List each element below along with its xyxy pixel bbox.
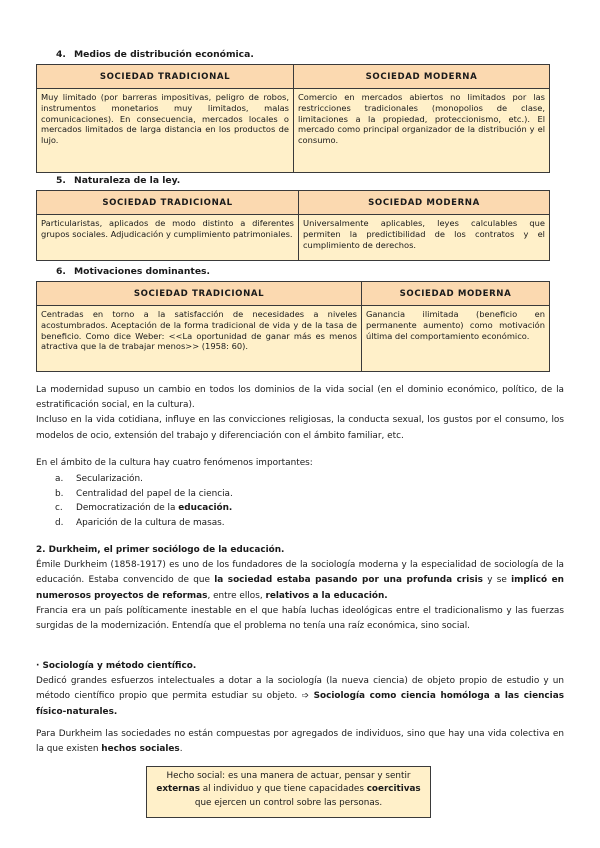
durkheim-paragraph-2: Francia era un país políticamente inestable en el que había luchas ideológicas entre el tradicionalismo y las fuerzas surgidas de la modernización. Entendía que el problema no tenía una raíz económica, sino social. bbox=[36, 605, 564, 632]
durkheim-heading: 2. Durkheim, el primer sociólogo de la educación. bbox=[36, 545, 285, 555]
list-item: d. Aparición de la cultura de masas. bbox=[55, 517, 225, 528]
paragraph-cultura-intro: En el ámbito de la cultura hay cuatro fenómenos importantes: bbox=[36, 458, 313, 468]
cultura-list bbox=[36, 472, 564, 530]
list-item: c. Democratización de la educación. bbox=[55, 503, 233, 513]
col-header-moderna: SOCIEDAD MODERNA bbox=[294, 65, 550, 89]
cell-tradicional: Muy limitado (por barreras impositivas, peligro de robos, instrumentos monetarios muy limitados, malas comunicaciones). En consecuencia, mercados locales o mercados limitados de larga distancia en los productos de lujo. bbox=[37, 89, 294, 173]
cell-tradicional: Particularistas, aplicados de modo distinto a diferentes grupos sociales. Adjudicación y cumplimiento patrimoniales. bbox=[37, 215, 299, 261]
metodo-heading: · Sociología y método científico. bbox=[36, 661, 197, 671]
section-durkheim bbox=[36, 543, 564, 634]
col-header-moderna: SOCIEDAD MODERNA bbox=[299, 191, 550, 215]
table-ley bbox=[36, 190, 550, 261]
durkheim-paragraph-1: Émile Durkheim (1858-1917) es uno de los fundadores de la sociología moderna y la especialidad de sociología de la educación. Estaba convencido de que la sociedad estaba pasando por una profunda crisis y se implicó en numerosos proyectos de reformas, entre ellos, relativos a la educación. bbox=[36, 560, 565, 601]
table-distribucion bbox=[36, 64, 550, 173]
col-header-tradicional: SOCIEDAD TRADICIONAL bbox=[37, 282, 362, 306]
metodo-paragraph-1: Dedicó grandes esfuerzos intelectuales a dotar a la sociología (la nueva ciencia) de objeto propio de estudio y un método científico propio que permita estudiar su objeto. ➩ Sociología como ciencia homóloga a las ciencias físico-naturales. bbox=[36, 676, 564, 717]
col-header-tradicional: SOCIEDAD TRADICIONAL bbox=[37, 191, 299, 215]
cell-moderna: Comercio en mercados abiertos no limitados por las restricciones tradicionales (monopolios de clase, limitaciones a la propiedad, proteccionismo, etc.). El mercado como principal organizador de la distribución y el consumo. bbox=[294, 89, 550, 173]
table-motivaciones bbox=[36, 281, 550, 372]
section-5-heading: 5. Naturaleza de la ley. bbox=[56, 175, 181, 186]
section-4-heading: 4. Medios de distribución económica. bbox=[56, 49, 254, 60]
col-header-moderna: SOCIEDAD MODERNA bbox=[362, 282, 550, 306]
arrow-right-icon: ➩ bbox=[301, 691, 309, 702]
section-6-heading: 6. Motivaciones dominantes. bbox=[56, 266, 211, 277]
list-item: a. Secularización. bbox=[55, 474, 143, 484]
metodo-paragraph-2: Para Durkheim las sociedades no están compuestas por agregados de individuos, sino que hay una vida colectiva en la que existen hechos sociales. bbox=[36, 729, 564, 755]
cell-tradicional: Centradas en torno a la satisfacción de necesidades a niveles acostumbrados. Aceptación de la forma tradicional de vida y de la tasa de beneficio. Como dice Weber: <<La oportunidad de ganar más es menos atractiva que la de trabajar menos>> (1958: 60). bbox=[37, 306, 362, 372]
cell-moderna: Ganancia ilimitada (beneficio en permanente aumento) como motivación última del comportamiento económico. bbox=[362, 306, 550, 372]
col-header-tradicional: SOCIEDAD TRADICIONAL bbox=[37, 65, 294, 89]
list-item: b. Centralidad del papel de la ciencia. bbox=[55, 488, 233, 499]
section-metodo bbox=[36, 659, 564, 720]
cell-moderna: Universalmente aplicables, leyes calculables que permiten la predictibilidad de los contratos y el cumplimiento de derechos. bbox=[299, 215, 550, 261]
hecho-social-callout: Hecho social: es una manera de actuar, pensar y sentir externas al individuo y que tiene capacidades coercitivas que ejercen un control sobre las personas. bbox=[146, 766, 431, 818]
paragraph-modernidad: La modernidad supuso un cambio en todos los dominios de la vida social (en el dominio económico, político, de la estratificación social, en la cultura). Incluso en la vida cotidiana, influye en las convicciones religiosas, la conducta sexual, los gustos por el consumo, los modelos de ocio, extensión del trabajo y diferenciación con el ámbito familiar, etc. bbox=[36, 385, 564, 441]
